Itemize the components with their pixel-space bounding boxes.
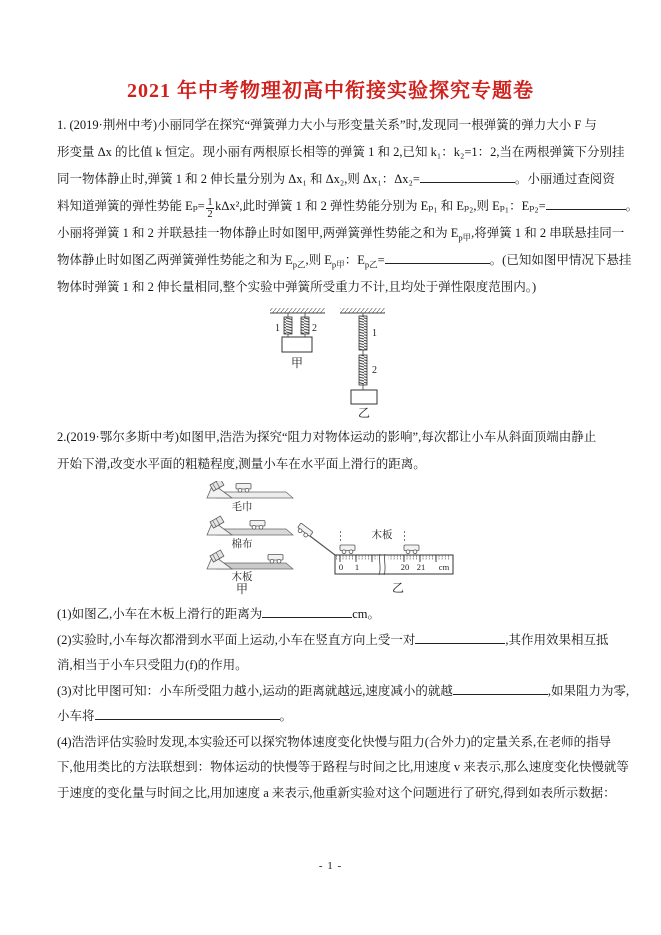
- answer-blank: [453, 682, 548, 695]
- ruler-number-21: 21: [416, 562, 426, 572]
- cart-icon: [268, 555, 283, 564]
- text-line: 2.(2019·鄂尔多斯中考)如图甲,浩浩为探究“阻力对物体运动的影响”,每次都让小车从斜面顶端由静止: [57, 430, 597, 444]
- surface-1-label: 毛巾: [231, 502, 253, 513]
- question-1-text: [57, 112, 639, 301]
- hanging-block: [282, 337, 312, 352]
- incline-edge: [306, 533, 335, 555]
- diagram-jia-label: 甲: [290, 356, 304, 370]
- answer-blank: [546, 197, 626, 210]
- text-line: 同一物体静止时,弹簧 1 和 2 伸长量分别为 Δx₁ 和 Δx₂,则 Δx₁：Δx₂= 。小丽通过查阅资: [57, 172, 615, 186]
- answer-blank: [415, 631, 505, 644]
- ruler-number-0: 0: [338, 562, 344, 572]
- ceiling-hatch: [270, 308, 325, 313]
- text-line: 物体时弹簧 1 和 2 伸长量相同,整个实验中弹簧所受重力不计,且均处于弹性限度范围内。): [57, 280, 537, 294]
- surface-3-label: 木板: [231, 572, 253, 583]
- text-line: 料知道弹簧的弹性势能 Eₚ= $\frac{1}{2}$ kΔx²,此时弹簧 1 和 2 弹性势能分别为 Eₚ₁ 和 Eₚ₂,则 Eₚ₁：Eₚ₂= 。: [57, 196, 639, 220]
- page-title: 2021 年中考物理初高中衔接实验探究专题卷: [127, 80, 534, 102]
- hanging-block: [351, 390, 377, 404]
- spring-2-label: 2: [372, 365, 377, 376]
- answer-blank: [95, 707, 280, 720]
- ruler-number-1: 1: [354, 562, 360, 572]
- answer-blank: [420, 170, 515, 183]
- figure-springs: [250, 306, 415, 424]
- figure-friction-experiment: [198, 481, 460, 603]
- ruler-number-20: 20: [400, 562, 410, 572]
- text-line: 小车将 。: [57, 709, 293, 723]
- cart-icon: [236, 484, 251, 493]
- ruler-diagram: [296, 523, 453, 595]
- text-line: 1. (2019·荆州中考)小丽同学在探究“弹簧弹力大小与形变量关系”时,发现同一根弹簧的弹力大小 F 与: [57, 118, 597, 132]
- ramp-board: [207, 550, 293, 596]
- text-line: 开始下滑,改变水平面的粗糙程度,测量小车在水平面上滑行的距离。: [57, 457, 426, 471]
- spring-diagram-jia: [270, 308, 325, 370]
- diagram-jia-label: 甲: [235, 582, 249, 596]
- text-line: (1)如图乙,小车在木板上滑行的距离为 cm。: [57, 607, 380, 621]
- text-line: (2)实验时,小车每次都滑到水平面上运动,小车在竖直方向上受一对 ,其作用效果相互抵: [57, 632, 609, 647]
- ceiling-hatch: [340, 308, 385, 313]
- spring-1-coil: [359, 316, 367, 350]
- text-line: 消,相当于小车只受阻力(f)的作用。: [57, 658, 248, 672]
- text-line: (3)对比甲图可知：小车所受阻力越小,运动的距离就越远,速度减小的就越 ,如果阻力为零,: [57, 683, 630, 698]
- text-line: 小丽将弹簧 1 和 2 并联悬挂一物体静止时如图甲,两弹簧弹性势能之和为 $E_{p甲}$,将弹簧 1 和 2 串联悬挂同一: [57, 226, 625, 243]
- ramp-cotton: [207, 516, 293, 550]
- spring-1-label: 1: [275, 323, 280, 334]
- spring-1-label: 1: [372, 328, 377, 339]
- ruler-unit: cm: [438, 562, 450, 572]
- subscript: p乙: [364, 259, 378, 270]
- board-label: 木板: [371, 530, 393, 541]
- text-line: (4)浩浩评估实验时发现,本实验还可以探究物体速度变化快慢与阻力(合外力)的定量关系,在老师的指导: [57, 734, 612, 749]
- text-line: 形变量 Δx 的比值 k 恒定。现小丽有两根原长相等的弹簧 1 和 2,已知 k₁：k₂=1：2,当在两根弹簧下分别挂: [57, 145, 625, 159]
- cart-at-zero: [340, 545, 355, 554]
- diagram-yi-label: 乙: [391, 581, 405, 595]
- text-line: 于速度的变化量与时间之比,用加速度 a 来表示,他重新实验对这个问题进行了研究,得到如表所示数据：: [57, 785, 616, 800]
- spring-2-label: 2: [312, 323, 317, 334]
- diagram-yi-label: 乙: [357, 406, 371, 420]
- subscript: p甲: [331, 259, 345, 270]
- answer-blank: [262, 605, 352, 618]
- text-line: 物体静止时如图乙两弹簧弹性势能之和为 $E_{p乙}$,则 $E_{p甲}$：$E_{p乙}=$ 。(已知如图甲情况下悬挂: [57, 253, 632, 270]
- spring-2-coil: [301, 317, 309, 334]
- text-line: 下,他用类比的方法联想到：物体运动的快慢等于路程与时间之比,用速度 v 来表示,那么速度变化快慢就等: [57, 760, 629, 774]
- start-box: [210, 516, 224, 528]
- cart-icon: [250, 521, 265, 530]
- start-box: [210, 550, 224, 562]
- question-2-text: [57, 424, 613, 478]
- fraction: $\frac{1}{2}$: [207, 196, 213, 220]
- spring-2-coil: [359, 355, 367, 385]
- ramp-towel: [207, 481, 293, 513]
- surface-2-label: 棉布: [231, 539, 253, 550]
- subscript: p乙: [292, 259, 306, 270]
- page-number: - 1 -: [318, 860, 343, 872]
- spring-diagram-yi: [340, 308, 385, 420]
- spring-1-coil: [284, 317, 292, 334]
- cart-at-twenty: [404, 545, 419, 554]
- subscript: p甲: [458, 232, 472, 243]
- question-2-subquestions: [57, 602, 630, 806]
- answer-blank: [385, 251, 490, 264]
- ruler-ticks-right: [388, 555, 450, 560]
